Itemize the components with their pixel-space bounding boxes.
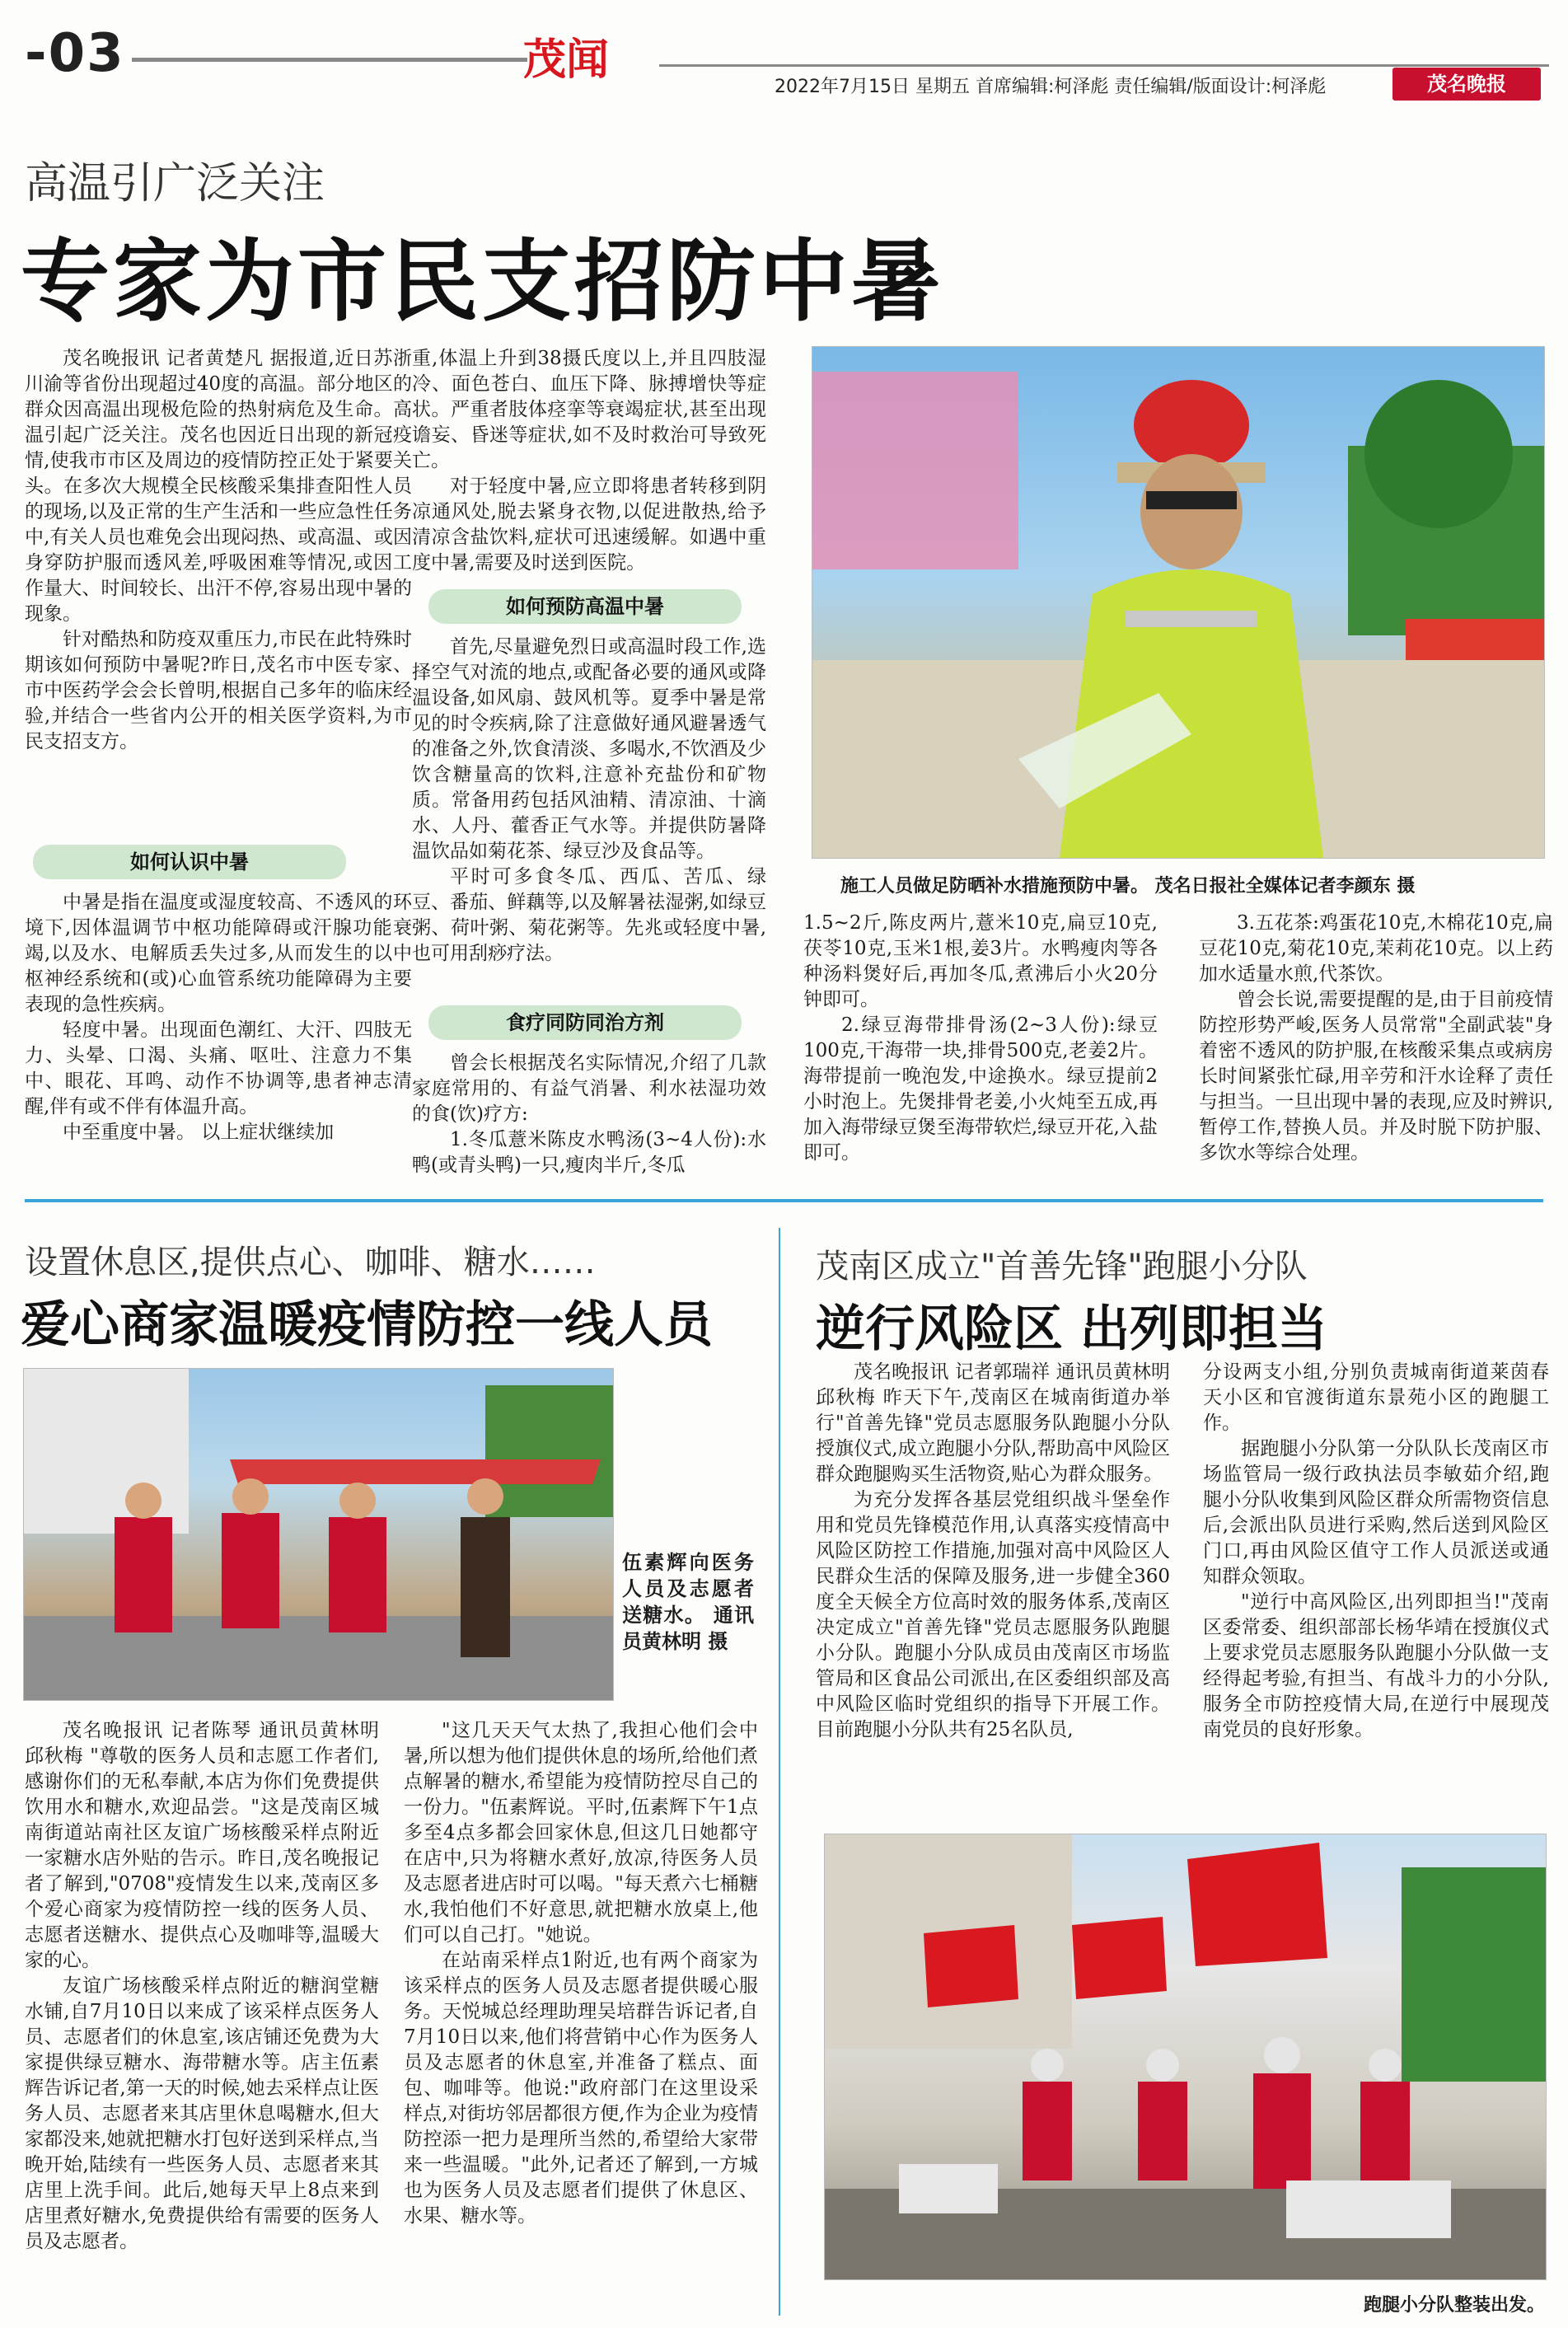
story1-column-2c xyxy=(412,1051,766,1178)
story1-column-1 xyxy=(25,346,412,755)
paragraph: 据跑腿小分队第一分队队长茂南区市场监管局一级行政执法员李敏茹介绍,跑腿小分队收集到风险区群众所需物资信息后,会派出队员进行采购,然后送到风险区门口,再由风险区值守工作人员派送或通知群众领取。 xyxy=(1203,1438,1549,1587)
paragraph: 3.五花茶:鸡蛋花10克,木棉花10克,扁豆花10克,菊花10克,茉莉花10克。以上药加水适量水煎,代茶饮。 xyxy=(1199,912,1553,985)
story1-subhead-1: 如何认识中暑 xyxy=(33,845,346,879)
story1-headline: 专家为市民支招防中暑 xyxy=(21,231,944,334)
errand-team-photo xyxy=(825,1834,1546,2279)
paragraph: 轻度中暑。出现面色潮红、大汗、四肢无力、头晕、口渴、头痛、呕吐、注意力不集中、眼花、耳鸣、动作不协调等,患者神志清醒,伴有或不伴有体温升高。 xyxy=(25,1019,412,1117)
story2-kicker: 设置休息区,提供点心、咖啡、糖水…… xyxy=(25,1244,596,1281)
paragraph: "这几天天气太热了,我担心他们会中暑,所以想为他们提供休息的场所,给他们煮点解暑的糖水,希望能为疫情防控尽自己的一份力。"伍素辉说。平时,伍素辉下午1点多至4点多都会回家休息,但这几日她都守在店中,只为将糖水煮好,放凉,待医务人员及志愿者进店时可以喝。"每天煮六七桶糖水,我怕他们不好意思,就把糖水放桌上,他们可以自己打。"她说。 xyxy=(404,1720,758,1946)
paragraph: 平时可多食冬瓜、西瓜、苦瓜、绿豆、番茄、鲜藕等,以及解暑祛湿粥,如绿豆粥、荷叶粥、菊花粥等。先兆或轻度中暑,也可用刮痧疗法。 xyxy=(412,866,766,964)
paragraph: 对于轻度中暑,应立即将患者转移到阴凉通风处,脱去紧身衣物,以促进散热,给予清凉含盐饮料,症状可迅速缓解。如遇中重度中暑,需要及时送到医院。 xyxy=(412,475,766,574)
section-divider xyxy=(25,1199,1543,1202)
story3-headline: 逆行风险区 出列即担当 xyxy=(816,1300,1327,1358)
paragraph: 为充分发挥各基层党组织战斗堡垒作用和党员先锋模范作用,认真落实疫情高中风险区防控工作措施,加强对高中风险区人民群众生活的保障及服务,进一步健全360度全天候全方位高时效的服务体系,茂南区决定成立"首善先锋"党员志愿服务队跑腿小分队。跑腿小分队成员由茂南区市场监管局和区食品公司派出,在区委组织部及高中风险区临时党组织的指导下开展工作。目前跑腿小分队共有25名队员, xyxy=(816,1489,1170,1740)
paragraph: "逆行中高风险区,出列即担当!"茂南区委常委、组织部部长杨华靖在授旗仪式上要求党员志愿服务队跑腿小分队做一支经得起考验,有担当、有战斗力的小分队,服务全市防控疫情大局,在逆行中展现茂南党员的良好形象。 xyxy=(1203,1591,1549,1740)
story1-column-2 xyxy=(412,346,766,576)
paragraph: 中暑是指在温度或湿度较高、不透风的环境下,因体温调节中枢功能障碍或汗腺功能衰竭,以及水、电解质丢失过多,从而发生的以中枢神经系统和(或)心血管系统功能障碍为主要表现的急性疾病。 xyxy=(25,892,412,1015)
story1-kicker: 高温引广泛关注 xyxy=(25,159,325,208)
story2-column-1 xyxy=(25,1718,379,2255)
paragraph: 曾会长说,需要提醒的是,由于目前疫情防控形势严峻,医务人员常常"全副武装"身着密不透风的防护服,在核酸采集点或病房长时间紧张忙碌,用辛劳和汗水诠释了责任与担当。一旦出现中暑的表现,应及时辨识,暂停工作,替换人员。并及时脱下防护服、多饮水等综合处理。 xyxy=(1199,989,1553,1164)
story2-column-2 xyxy=(404,1718,758,2229)
paragraph: 友谊广场核酸采样点附近的糖润堂糖水铺,自7月10日以来成了该采样点医务人员、志愿者们的休息室,该店铺还免费为大家提供绿豆糖水、海带糖水等。店主伍素辉告诉记者,第一天的时候,她去采样点让医务人员、志愿者来其店里休息喝糖水,但大家都没来,她就把糖水打包好送到采样点,当晚开始,陆续有一些医务人员、志愿者来其店里上洗手间。此后,她每天早上8点来到店里煮好糖水,免费提供给有需要的医务人员及志愿者。 xyxy=(25,1975,379,2252)
paragraph: 2.绿豆海带排骨汤(2~3人份):绿豆100克,干海带一块,排骨500克,老姜2片。海带提前一晚泡发,中途换水。绿豆提前2小时泡上。先煲排骨老姜,小火炖至五成,再加入海带绿豆煲至海带软烂,绿豆开花,入盐即可。 xyxy=(803,1014,1158,1164)
section-title: 茂闻 xyxy=(523,35,610,85)
paragraph: 1.冬瓜薏米陈皮水鸭汤(3~4人份):水鸭(或青头鸭)一只,瘦肉半斤,冬瓜 xyxy=(412,1129,766,1176)
story3-column-2 xyxy=(1203,1360,1549,1743)
paragraph: 重,体温上升到38摄氏度以上,并且四肢湿冷、面色苍白、血压下降、脉搏增快等症状。严重者肢体痉挛等衰竭症状,甚至出现谵妄、昏迷等症状,如不及时救治可导致死亡。 xyxy=(412,348,766,471)
story1-column-2b xyxy=(412,635,766,967)
paragraph: 中至重度中暑。 以上症状继续加 xyxy=(63,1122,335,1143)
dateline: 2022年7月15日 星期五 首席编辑:柯泽彪 责任编辑/版面设计:柯泽彪 xyxy=(775,77,1327,97)
story3-kicker: 茂南区成立"首善先锋"跑腿小分队 xyxy=(816,1248,1308,1286)
paragraph: 曾会长根据茂名实际情况,介绍了几款家庭常用的、有益气消暑、利水祛湿功效的食(饮)疗方: xyxy=(412,1052,766,1125)
paragraph: 针对酷热和防疫双重压力,市民在此特殊时期该如何预防中暑呢?昨日,茂名市中医专家、市中医药学会会长曾明,根据自己多年的临床经验,并结合一些省内公开的相关医学资料,为市民支招支方。 xyxy=(25,629,412,752)
story1-subhead-3: 食疗同防同治方剂 xyxy=(428,1005,742,1040)
story1-photo xyxy=(812,346,1545,859)
paragraph: 茂名晚报讯 记者陈琴 通讯员黄林明 邱秋梅 "尊敬的医务人员和志愿工作者们,感谢你们的无私奉献,本店为你们免费提供饮用水和糖水,欢迎品尝。"这是茂南区城南街道站南社区友谊广场核酸采样点附近一家糖水店外贴的告示。昨日,茂名晚报记者了解到,"0708"疫情发生以来,茂南区多个爱心商家为疫情防控一线的医务人员、志愿者送糖水、提供点心及咖啡等,温暖大家的心。 xyxy=(25,1720,379,1971)
paragraph: 首先,尽量避免烈日或高温时段工作,选择空气对流的地点,或配备必要的通风或降温设备,如风扇、鼓风机等。夏季中暑是常见的时令疾病,除了注意做好通风避暑透气的准备之外,饮食清淡、多喝水,不饮酒及少饮含糖量高的饮料,注意补充盐份和矿物质。常备用药包括风油精、清凉油、十滴水、人丹、藿香正气水等。并提供防暑降温饮品如菊花茶、绿豆沙及食品等。 xyxy=(412,636,766,862)
paragraph: 在站南采样点1附近,也有两个商家为该采样点的医务人员及志愿者提供暖心服务。天悦城总经理助理吴培群告诉记者,自7月10日以来,他们将营销中心作为医务人员及志愿者的休息室,并准备了糕点、面包、咖啡等。他说:"政府部门在这里设采样点,对街坊邻居都很方便,作为企业为疫情防控添一把力是理所当然的,希望给大家带来一些温暖。"此外,记者还了解到,一方城也为医务人员及志愿者们提供了休息区、水果、糖水等。 xyxy=(404,1950,758,2227)
story3-photo-caption: 跑腿小分队整装出发。 xyxy=(1363,2295,1545,2316)
story1-column-3 xyxy=(803,911,1158,1166)
masthead-rule-left xyxy=(132,58,527,62)
page-number: -03 xyxy=(25,23,125,84)
paragraph: 茂名晚报讯 记者黄楚凡 据报道,近日苏浙川渝等省份出现超过40度的高温。部分地区的群众因高温出现极危险的热射病危及生命。高温引起广泛关注。茂名也因近日出现的新冠疫情,使我市市区及周边的疫情防控正处于紧要关头。在多次大规模全民核酸采集排查阳性人员的现场,以及正常的生产生活和一些应急性任务中,有关人员也难免会出现闷热、或高温、或因身穿防护服而透风差,呼吸困难等情况,或因工作量大、时间较长、出汗不停,容易出现中暑的现象。 xyxy=(25,348,412,625)
story1-photo-caption: 施工人员做足防晒补水措施预防中暑。 茂名日报社全媒体记者李颜东 摄 xyxy=(840,876,1416,897)
paragraph: 1.5~2斤,陈皮两片,薏米10克,扁豆10克,茯苓10克,玉米1根,姜3片。水鸭瘦肉等各种汤料煲好后,再加冬瓜,煮沸后小火20分钟即可。 xyxy=(803,912,1158,1010)
story1-column-4 xyxy=(1199,911,1553,1166)
story3-photo xyxy=(824,1834,1547,2280)
column-divider xyxy=(779,1228,780,2316)
newspaper-logo: 茂名晚报 xyxy=(1392,68,1541,101)
paragraph: 茂名晚报讯 记者郭瑞祥 通讯员黄林明 邱秋梅 昨天下午,茂南区在城南街道办举行"首善先锋"党员志愿服务队跑腿小分队授旗仪式,成立跑腿小分队,帮助高中风险区群众跑腿购买生活物资,贴心为群众服务。 xyxy=(816,1361,1170,1485)
volunteers-photo xyxy=(24,1369,613,1700)
story2-photo xyxy=(23,1368,614,1701)
construction-worker-photo xyxy=(812,347,1544,858)
story1-subhead-2: 如何预防高温中暑 xyxy=(428,589,742,624)
masthead-rule-right xyxy=(659,64,1549,67)
story2-photo-caption: 伍素辉向医务人员及志愿者送糖水。 通讯员黄林明 摄 xyxy=(622,1551,754,1653)
story2-headline: 爱心商家温暖疫情防控一线人员 xyxy=(21,1296,713,1354)
story1-column-1b xyxy=(25,890,412,1145)
paragraph: 分设两支小组,分别负责城南街道莱茵春天小区和官渡街道东景苑小区的跑腿工作。 xyxy=(1203,1361,1549,1434)
story3-column-1 xyxy=(816,1360,1170,1743)
